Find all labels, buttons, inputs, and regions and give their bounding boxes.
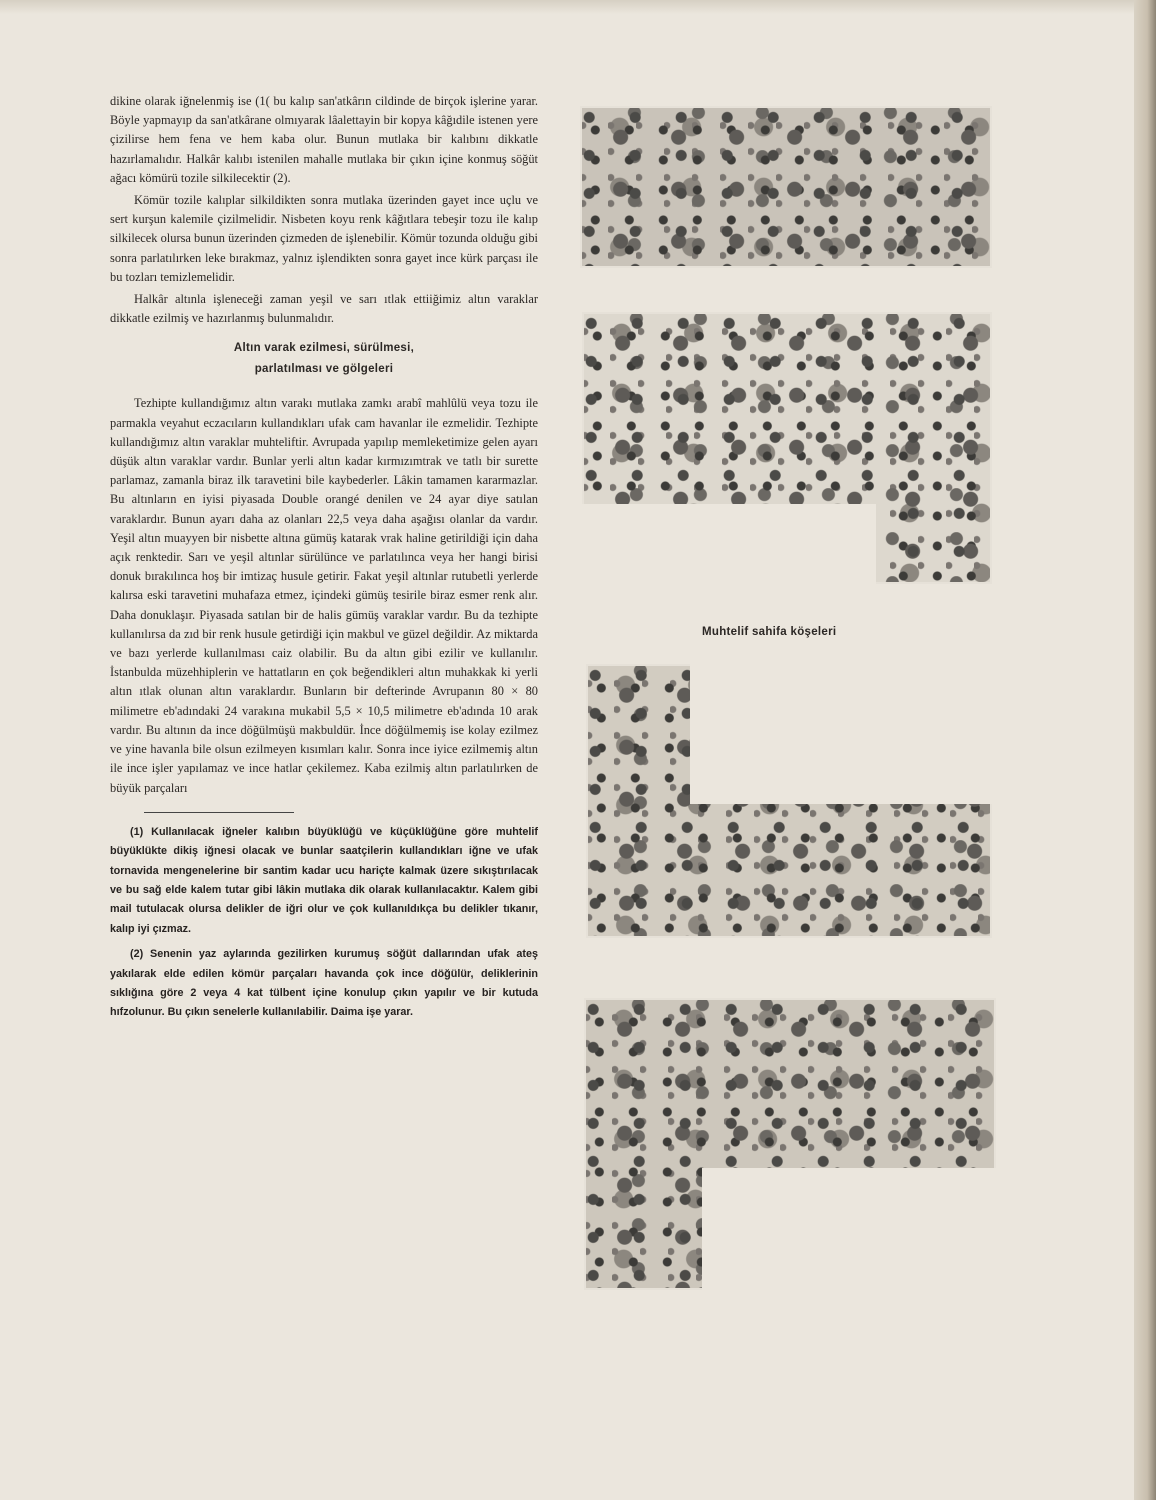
body-paragraph: dikine olarak iğnelenmiş ise (1( bu kalıp san'atkârın cildinde de birçok işlerine yarar. Böyle yapmayıp da san'atkârane olmıyarak lâalettayin bir kopya kâğıdile istenen yere çizilirse hem fena ve hem kaba olur. Bunun mutlaka bir kalıbını dikkatle hazırlamalıdır. Halkâr kalıbı istenilen mahalle mutlaka bir çıkın içine konmuş söğüt ağacı kömürü tozile silkilecektir (2).	[110, 94, 538, 185]
section-title	[110, 338, 538, 380]
body-paragraph: Kömür tozile kalıplar silkildikten sonra mutlaka üzerinden gayet ince uçlu ve sert kurşun kalemile çizilmelidir. Nisbeten koyu renk kâğıtlara tebeşir tozu ile kalıp silkilecek olursa bunun üzerinden çizmeden de işlenebilir. Kömür tozunda olduğu gibi sonra parlatılırken leke bırakmaz, yalnız işlendikten sonra gayet ince kürk parçası ile bu tozları temizlemelidir.	[110, 193, 538, 284]
section-title-line: Altın varak ezilmesi, sürülmesi,	[233, 342, 415, 355]
ornament-plate-corner	[582, 312, 992, 584]
ornament-plate-corner	[584, 998, 996, 1290]
plate-corner-cutout	[690, 664, 992, 804]
footnote-divider	[144, 812, 294, 813]
page-binding-shadow	[1134, 0, 1156, 1500]
body-paragraph: Halkâr altınla işleneceği zaman yeşil ve sarı ıtlak ettiiğimiz altın varaklar dikkatle ezilmiş ve hazırlanmış bulunmalıdır.	[110, 292, 538, 326]
footnote: (2) Senenin yaz aylarında gezilirken kurumuş söğüt dallarından ufak ateş yakılarak elde edilen kömür parçaları havanda çok ince döğülür, deliklerinin sıklığına göre 2 veya 4 kat tülbent içine konulup çıkın yapılır ve bir kutuda hıfzolunur. Bu çıkın senelerle kullanılabilir. Daima işe yarar.	[110, 948, 538, 1019]
ornament-plate-corner	[586, 664, 992, 938]
ornament-plate-border-strip	[580, 106, 992, 268]
plate-corner-cutout	[582, 504, 876, 584]
figure-caption: Muhtelif sahifa köşeleri	[702, 626, 837, 638]
page-edge-shadow	[0, 0, 1156, 14]
section-paragraph: Tezhipte kullandığımız altın varakı mutlaka zamkı arabî mahlûlü veya tozu ile parmakla veyahut eczacıların kullandıkları ufak cam havanlar ile ezmelidir. Tezhipte kullandığımız altın varaklar muhteliftir. Avrupada yapılıp memleketimize gelen ayarı düşük altın varaklar vardır. Bunlar yerli altın kadar kırmızımtrak ve tatlı bir surette parlamaz, zamanla biraz ilk taravetini bile kaybederler. Lâkin tamamen kararmazlar. Bu altınların en iyisi piyasada Double orangé denilen ve 24 ayar diye satılan varaklardır. Bunun ayarı daha az olanları 22,5 veya daha aşağısı olanlar da vardır. Yeşil altın muayyen bir nisbette altına gümüş katarak vrak haline getirildiği için daha açık renktedir. Sarı ve yeşil altınlar sürülünce ve parlatılınca veya her hangi birisi donuk bırakılınca hoş bir imtizaç husule getirir. Fakat yeşil altınlar rutubetli yerlerde kalırsa eski taravetini muhafaza etmez, içindeki gümüş tesirile biraz esmer renk alır. Daha donuklaşır. Piyasada satılan bir de halis gümüş varaklar vardır. Bu da tezhipte kullanılırsa da zıd bir renk husule getirdiği için makbul ve güzel değildir. Az miktarda ve bazı yerlerde kullanılması caiz olabilir. Bu da altın gibi ezilir ve kullanılır. İstanbulda müzehhiplerin ve hattatların en çok beğendikleri altın muhakkak ki yerli altın ıtlak olunan altın varaklardır. Bunların bir defterinde Avrupanın 80 × 80 milimetre eb'adındaki 24 varakına mukabil 5,5 × 10,5 milimetre eb'adında 10 arak vardır. Bu altının da ince döğülmüşü makbuldür. İnce döğülmemiş ise kolay ezilmez ve yine havanla bile olsun ezilmeyen kısımları kalır. Sonra ince iyice ezilmemiş altın ile ince işler yapılamaz ve ince hatlar çekilemez. Kaba ezilmiş altın parlatılırken de büyük parçaları	[110, 396, 538, 795]
text-column	[110, 92, 538, 1023]
footnote: (1) Kullanılacak iğneler kalıbın büyüklüğü ve küçüklüğüne göre muhtelif büyüklükte dikiş iğnesi olacak ve bunlar saatçilerin kullandıkları iğne ve ufak tornavida mengenelerine bir santim kadar ucu hariçte kalmak üzere sıkıştırılacak ve bu sağ elde kalem tutar gibi lâkin mutlaka dik olarak kullanılacaktır. Kalem gibi mail tutulacak olursa delikler de iğri olur ve çok kullanıldıkça bu delikler tıkanır, kalıp iyi çızmaz.	[110, 825, 538, 935]
section-title-line: parlatılması ve gölgeleri	[254, 363, 394, 376]
plate-corner-cutout	[702, 1168, 996, 1290]
